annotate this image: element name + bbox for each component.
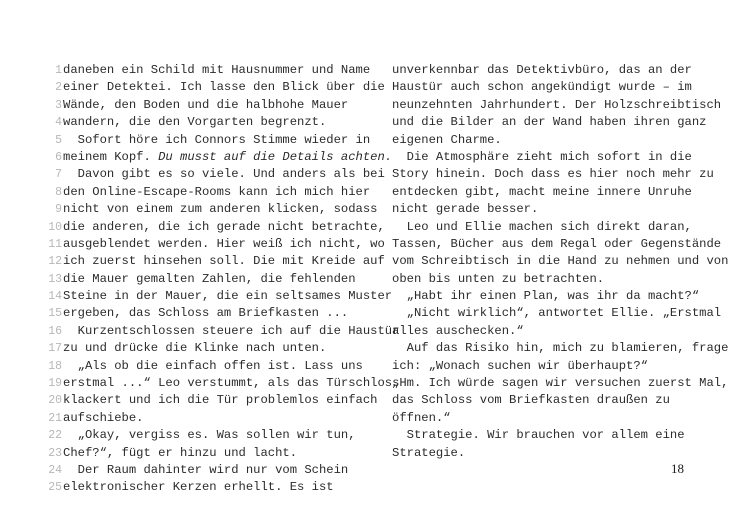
text-line — [392, 236, 722, 253]
line-text-regular: die anderen, die ich gerade nicht betrachte, — [63, 219, 385, 234]
line-text — [63, 97, 348, 114]
text-line — [46, 427, 366, 444]
line-text — [63, 375, 399, 392]
text-line — [46, 305, 366, 322]
line-text-regular: daneben ein Schild mit Hausnummer und Name — [63, 63, 371, 77]
line-text: nicht gerade besser. — [392, 202, 539, 217]
text-line — [392, 201, 722, 218]
line-text-regular: den Online-Escape-Rooms kann ich mich hier — [63, 184, 371, 199]
line-text-regular: erstmal ...“ Leo verstummt, als das Türschloss — [63, 376, 400, 391]
line-text — [63, 323, 399, 340]
line-text: alles auschecken.“ — [392, 323, 524, 338]
line-text-regular: wandern, die den Vorgarten begrenzt. — [63, 115, 327, 130]
line-text — [63, 410, 143, 427]
line-text — [63, 340, 326, 357]
text-line — [392, 392, 722, 409]
text-line — [392, 323, 722, 340]
line-text: ich: „Wonach suchen wir überhaupt?“ — [392, 358, 648, 373]
line-text-regular: zu und drücke die Klinke nach unten. — [63, 341, 327, 356]
line-text — [63, 184, 370, 201]
text-line — [46, 479, 366, 496]
line-number: 21 — [48, 411, 62, 425]
text-line — [392, 166, 722, 183]
text-line — [392, 271, 722, 288]
line-text-regular: elektronischer Kerzen erhellt. Es ist — [63, 480, 334, 495]
line-text-regular: Sofort höre ich Connors Stimme wieder in — [63, 132, 371, 147]
line-text: öffnen.“ — [392, 410, 451, 425]
text-line — [46, 236, 385, 253]
text-line — [46, 323, 400, 340]
line-text: Leo und Ellie machen sich direkt daran, — [392, 219, 692, 234]
text-line — [392, 149, 722, 166]
line-text: vom Schreibtisch in die Hand zu nehmen und von — [392, 254, 729, 269]
line-text: das Schloss vom Briefkasten draußen zu — [392, 393, 670, 408]
text-line — [392, 62, 722, 79]
line-text-regular: Steine in der Mauer, die ein seltsames Muster — [63, 289, 393, 304]
text-line — [46, 114, 366, 131]
line-text-regular: ich zuerst hinsehen soll. Die mit Kreide auf — [63, 254, 385, 269]
line-text: „Hm. Ich würde sagen wir versuchen zuerst Mal, — [392, 376, 729, 391]
line-number: 19 — [48, 377, 62, 391]
text-line — [392, 358, 722, 375]
text-line — [392, 427, 722, 444]
line-text: „Nicht wirklich“, antwortet Ellie. „Erstmal — [392, 306, 722, 321]
line-text — [63, 201, 378, 218]
line-text — [63, 62, 370, 79]
line-text-italic: Du musst auf die Details achten. — [158, 149, 393, 164]
line-number: 23 — [48, 446, 62, 460]
text-line — [46, 79, 385, 96]
line-number: 4 — [55, 116, 62, 130]
line-number: 16 — [48, 324, 62, 338]
line-text — [63, 288, 392, 305]
line-number: 12 — [48, 255, 62, 269]
line-number: 11 — [48, 237, 62, 251]
line-text — [63, 132, 370, 149]
text-line — [46, 410, 366, 427]
line-number: 18 — [48, 359, 62, 373]
right-column — [392, 62, 729, 462]
line-number: 22 — [48, 429, 62, 443]
line-text-regular: meinem Kopf. — [63, 149, 159, 164]
line-text: und die Bilder an der Wand haben ihren ganz — [392, 115, 707, 130]
line-text-regular: nicht von einem zum anderen klicken, sodass — [63, 202, 378, 217]
line-number: 25 — [48, 481, 62, 495]
line-text — [63, 271, 356, 288]
line-text: Story hinein. Doch dass es hier noch mehr zu — [392, 167, 714, 182]
text-line — [392, 288, 722, 305]
line-text-regular: Chef?“, fügt er hinzu und lacht. — [63, 445, 298, 460]
line-text-regular: einer Detektei. Ich lasse den Blick über die — [63, 80, 385, 95]
line-text-regular: die Mauer gemalten Zahlen, die fehlenden — [63, 271, 356, 286]
text-line — [392, 114, 722, 131]
text-line — [392, 132, 722, 149]
line-text — [63, 305, 348, 322]
line-text: oben bis unten zu betrachten. — [392, 271, 605, 286]
line-text — [63, 479, 334, 496]
line-text-regular: Wände, den Boden und die halbhohe Mauer — [63, 97, 349, 112]
text-line — [392, 410, 722, 427]
line-number: 5 — [55, 133, 62, 147]
line-number: 2 — [55, 81, 62, 95]
line-text — [63, 79, 385, 96]
text-line — [46, 62, 371, 79]
line-text — [63, 149, 392, 166]
line-number: 10 — [48, 220, 62, 234]
line-text-regular: „Okay, vergiss es. Was sollen wir tun, — [63, 428, 356, 443]
line-text-regular: „Als ob die einfach offen ist. Lass uns — [63, 358, 363, 373]
text-line — [46, 375, 400, 392]
line-text-regular: ausgeblendet werden. Hier weiß ich nicht, wo — [63, 236, 385, 251]
left-column — [46, 62, 400, 497]
text-line — [392, 219, 722, 236]
line-text: Strategie. — [392, 445, 466, 460]
line-text — [63, 219, 385, 236]
text-line — [46, 166, 385, 183]
line-number: 14 — [48, 290, 62, 304]
line-text-regular: klackert und ich die Tür problemlos einfach — [63, 393, 378, 408]
text-line — [46, 288, 393, 305]
line-number: 17 — [48, 342, 62, 356]
text-line — [46, 253, 385, 270]
text-line — [46, 97, 366, 114]
line-text: neunzehnten Jahrhundert. Der Holzschreibtisch — [392, 97, 722, 112]
line-number: 15 — [48, 307, 62, 321]
text-line — [46, 149, 393, 166]
line-number: 24 — [48, 463, 62, 477]
text-line — [46, 201, 378, 218]
line-number: 8 — [55, 185, 62, 199]
text-line — [46, 462, 366, 479]
text-line — [392, 184, 722, 201]
text-line — [46, 271, 366, 288]
line-text: Die Atmosphäre zieht mich sofort in die — [392, 149, 692, 164]
line-number: 7 — [55, 168, 62, 182]
text-line — [392, 375, 729, 392]
line-text — [63, 392, 378, 409]
page-number: 18 — [671, 461, 684, 476]
text-line — [392, 340, 729, 357]
line-text: entdecken gibt, macht meine innere Unruhe — [392, 184, 692, 199]
line-text — [63, 358, 363, 375]
text-line — [392, 79, 722, 96]
line-text — [63, 445, 297, 462]
text-line — [46, 340, 366, 357]
text-line — [392, 253, 729, 270]
line-text-regular: aufschiebe. — [63, 410, 144, 425]
line-number: 13 — [48, 272, 62, 286]
line-text-regular: Der Raum dahinter wird nur vom Schein — [63, 462, 349, 477]
line-text-regular: Davon gibt es so viele. Und anders als bei — [63, 167, 385, 182]
line-text-regular: ergeben, das Schloss am Briefkasten ... — [63, 306, 349, 321]
line-number: 3 — [55, 98, 62, 112]
line-text — [63, 114, 326, 131]
text-line — [46, 392, 378, 409]
line-number: 20 — [48, 394, 62, 408]
text-line — [46, 132, 371, 149]
text-line — [392, 445, 722, 462]
line-text — [63, 253, 385, 270]
line-text — [63, 236, 385, 253]
text-line — [392, 97, 722, 114]
line-text: Tassen, Bücher aus dem Regal oder Gegenstände — [392, 236, 722, 251]
text-line — [46, 219, 385, 236]
line-text: „Habt ihr einen Plan, was ihr da macht?“ — [392, 289, 700, 304]
line-text — [63, 427, 356, 444]
line-text-regular: Kurzentschlossen steuere ich auf die Haustür — [63, 323, 400, 338]
line-text — [63, 462, 348, 479]
line-text: Auf das Risiko hin, mich zu blamieren, frage — [392, 341, 729, 356]
line-number: 9 — [55, 203, 62, 217]
line-number: 1 — [55, 64, 62, 77]
line-text: Haustür auch schon angekündigt wurde – im — [392, 80, 692, 95]
line-number: 6 — [55, 150, 62, 164]
line-text: eigenen Charme. — [392, 132, 502, 147]
text-line — [46, 358, 366, 375]
line-text — [63, 166, 385, 183]
line-text: unverkennbar das Detektivbüro, das an der — [392, 63, 692, 77]
text-line — [46, 445, 366, 462]
line-text: Strategie. Wir brauchen vor allem eine — [392, 428, 685, 443]
text-line — [392, 305, 722, 322]
text-line — [46, 184, 371, 201]
